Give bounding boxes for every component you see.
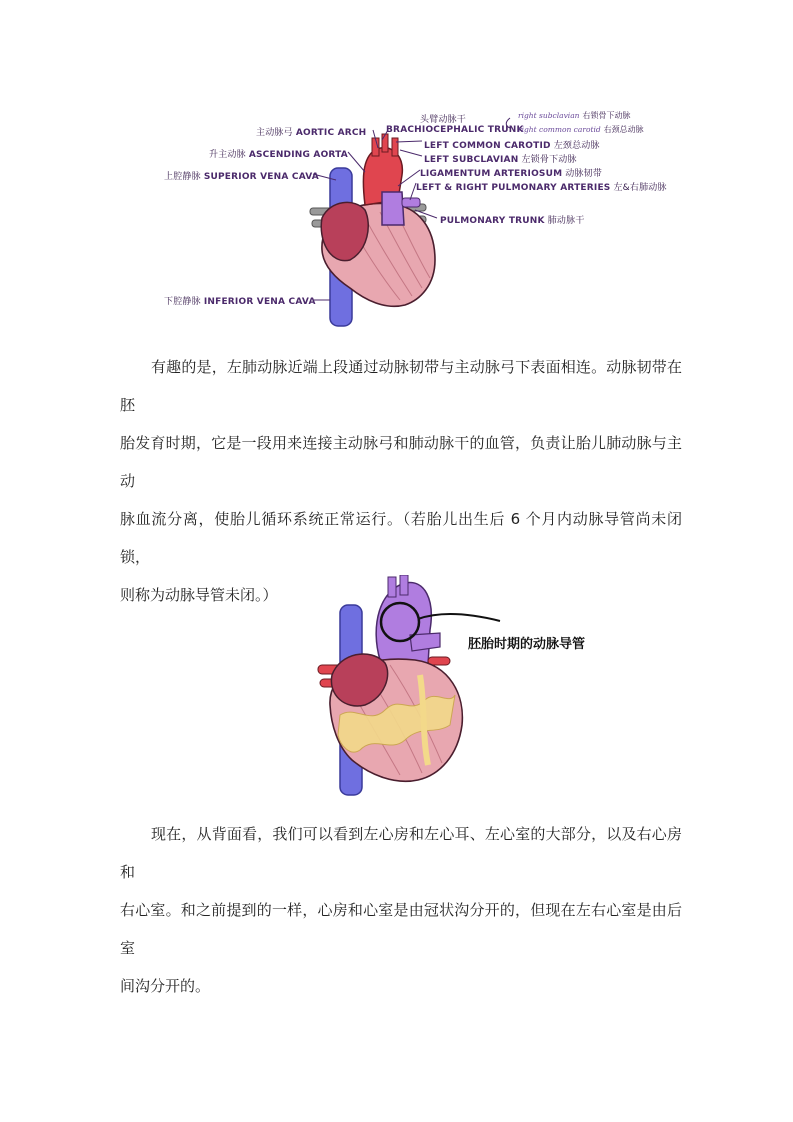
heart-posterior-illustration xyxy=(300,575,620,805)
label-svc-en: SUPERIOR VENA CAVA xyxy=(203,172,319,182)
label-brachiocephalic-trunk xyxy=(386,125,524,135)
label-pulmonary-arteries xyxy=(416,180,667,193)
paragraph2-line-2: 右心室。和之前提到的一样，心房和心室是由冠状沟分开的，但现在左右心室是由后室 xyxy=(120,901,682,957)
right-common-carotid-en: right common carotid xyxy=(518,125,601,134)
heart-anterior-figure xyxy=(150,100,667,335)
label-aortic-arch-en: AORTIC ARCH xyxy=(295,128,367,138)
label-ascending-aorta-en: ASCENDING AORTA xyxy=(248,150,348,160)
label-superior-vena-cava xyxy=(164,169,319,182)
ligamentum-en: LIGAMENTUM ARTERIOSUM xyxy=(420,169,563,179)
paragraph2-line-3: 间沟分开的。 xyxy=(120,977,211,995)
paragraph1-line-4: 则称为动脉导管未闭。） xyxy=(120,586,278,604)
label-right-subclavian xyxy=(518,110,631,121)
paragraph-posterior-view xyxy=(120,815,682,1005)
left-common-carotid-en: LEFT COMMON CAROTID xyxy=(424,141,551,151)
label-aortic-arch-zh: 主动脉弓 xyxy=(256,128,293,138)
pulmonary-trunk-en: PULMONARY TRUNK xyxy=(440,216,545,226)
right-common-carotid-zh: 右颈总动脉 xyxy=(603,125,644,134)
paragraph1-line-2: 胎发育时期，它是一段用来连接主动脉弓和肺动脉干的血管，负责让胎儿肺动脉与主动 xyxy=(120,434,682,490)
label-left-subclavian xyxy=(424,152,577,165)
right-subclavian-en: right subclavian xyxy=(518,111,580,120)
label-right-common-carotid xyxy=(518,124,644,135)
ductus-arteriosus-callout: 胚胎时期的动脉导管 xyxy=(468,637,586,652)
label-aortic-arch xyxy=(256,125,366,138)
left-subclavian-zh: 左锁骨下动脉 xyxy=(521,155,577,165)
label-ivc-en: INFERIOR VENA CAVA xyxy=(203,297,316,307)
left-common-carotid-zh: 左颈总动脉 xyxy=(553,141,600,151)
label-ascending-aorta-zh: 升主动脉 xyxy=(209,150,246,160)
pulmonary-arteries-en: LEFT & RIGHT PULMONARY ARTERIES xyxy=(416,183,611,193)
label-inferior-vena-cava xyxy=(164,294,316,307)
brachiocephalic-en-text: BRACHIOCEPHALIC TRUNK xyxy=(386,125,524,135)
label-ascending-aorta xyxy=(209,147,348,160)
heart-ductus-figure xyxy=(300,575,620,805)
paragraph1-line-1: 有趣的是，左肺动脉近端上段通过动脉韧带与主动脉弓下表面相连。动脉韧带在胚 xyxy=(120,358,682,414)
label-pulmonary-trunk xyxy=(440,213,585,226)
brachiocephalic-zh-text: 头臂动脉干 xyxy=(420,115,467,125)
label-brachiocephalic-zh xyxy=(420,112,469,125)
right-subclavian-zh: 右锁骨下动脉 xyxy=(582,111,631,120)
label-svc-zh: 上腔静脉 xyxy=(164,172,201,182)
label-ligamentum-arteriosum xyxy=(420,166,602,179)
pulmonary-trunk-zh: 肺动脉干 xyxy=(547,216,585,226)
label-left-common-carotid xyxy=(424,138,600,151)
pulmonary-arteries-zh: 左&右肺动脉 xyxy=(613,183,667,193)
paragraph2-line-1: 现在，从背面看，我们可以看到左心房和左心耳、左心室的大部分，以及右心房和 xyxy=(120,825,682,881)
ligamentum-zh: 动脉韧带 xyxy=(565,169,603,179)
label-ivc-zh: 下腔静脉 xyxy=(164,297,201,307)
paragraph1-line-3: 脉血流分离，使胎儿循环系统正常运行。（若胎儿出生后 6 个月内动脉导管尚未闭锁， xyxy=(120,510,682,566)
left-subclavian-en: LEFT SUBCLAVIAN xyxy=(424,155,519,165)
